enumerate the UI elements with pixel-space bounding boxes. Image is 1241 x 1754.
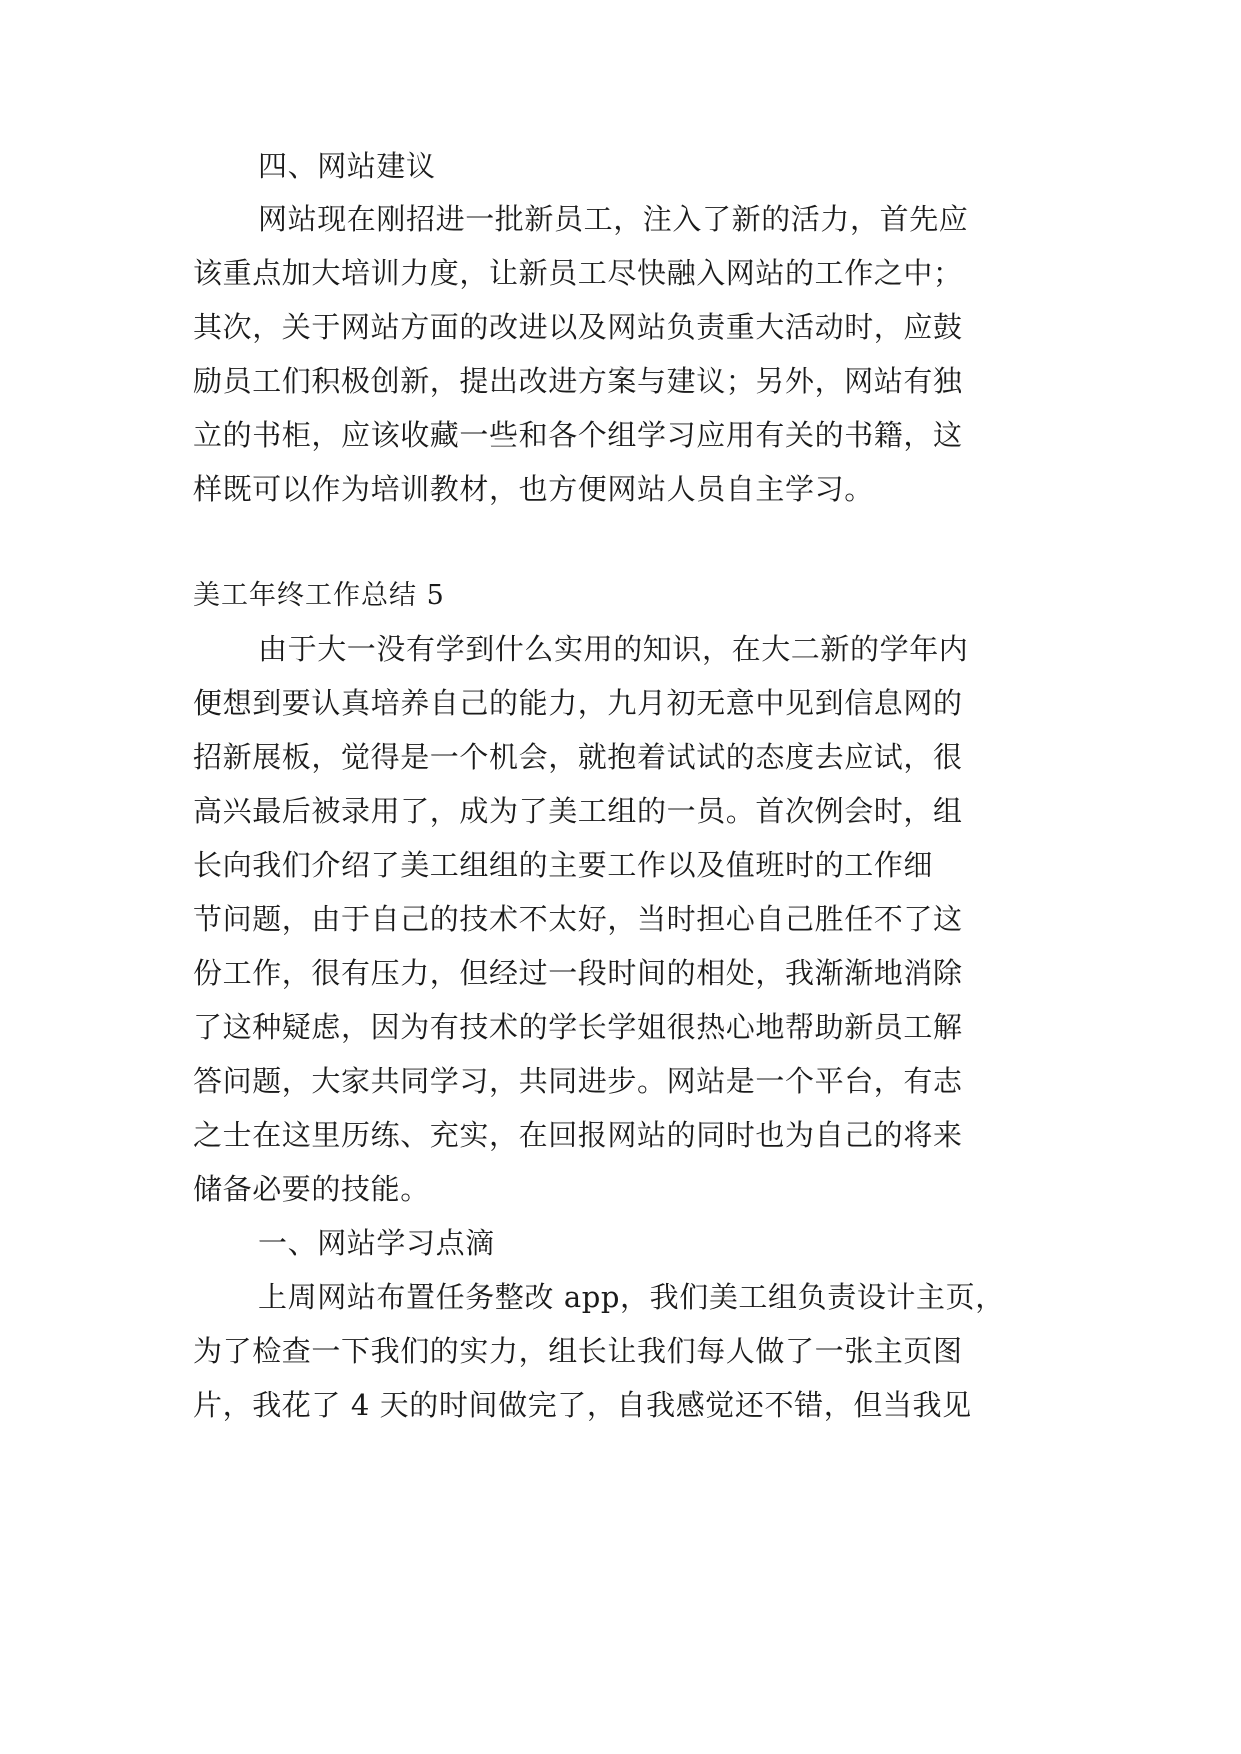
paragraph-line: 节问题，由于自己的技术不太好，当时担心自己胜任不了这	[193, 902, 963, 936]
section-subheading: 一、网站学习点滴	[258, 1226, 495, 1260]
paragraph-line: 高兴最后被录用了，成为了美工组的一员。首次例会时，组	[193, 794, 963, 828]
paragraph-line: 答问题，大家共同学习，共同进步。网站是一个平台，有志	[193, 1064, 963, 1098]
paragraph-line: 之士在这里历练、充实，在回报网站的同时也为自己的将来	[193, 1118, 963, 1152]
paragraph-line: 立的书柜，应该收藏一些和各个组学习应用有关的书籍，这	[193, 418, 963, 452]
paragraph-line: 为了检查一下我们的实力，组长让我们每人做了一张主页图	[193, 1334, 963, 1368]
paragraph-line: 长向我们介绍了美工组组的主要工作以及值班时的工作细	[193, 848, 934, 882]
section-heading: 四、网站建议	[258, 149, 436, 183]
paragraph-line: 便想到要认真培养自己的能力，九月初无意中见到信息网的	[193, 686, 963, 720]
paragraph-line: 由于大一没有学到什么实用的知识，在大二新的学年内	[258, 632, 969, 666]
paragraph-line: 份工作，很有压力，但经过一段时间的相处，我渐渐地消除	[193, 956, 963, 990]
paragraph-line: 储备必要的技能。	[193, 1172, 430, 1206]
paragraph-line: 网站现在刚招进一批新员工，注入了新的活力，首先应	[258, 202, 969, 236]
paragraph-line: 片，我花了 4 天的时间做完了，自我感觉还不错，但当我见	[193, 1388, 972, 1422]
paragraph-line: 样既可以作为培训教材，也方便网站人员自主学习。	[193, 472, 874, 506]
article-title: 美工年终工作总结 5	[193, 580, 445, 611]
paragraph-line: 该重点加大培训力度，让新员工尽快融入网站的工作之中；	[193, 256, 963, 290]
paragraph-line: 励员工们积极创新，提出改进方案与建议；另外，网站有独	[193, 364, 963, 398]
paragraph-line: 了这种疑虑，因为有技术的学长学姐很热心地帮助新员工解	[193, 1010, 963, 1044]
paragraph-line: 其次，关于网站方面的改进以及网站负责重大活动时，应鼓	[193, 310, 963, 344]
paragraph-line: 上周网站布置任务整改 app，我们美工组负责设计主页，	[258, 1280, 1005, 1314]
paragraph-line: 招新展板，觉得是一个机会，就抱着试试的态度去应试，很	[193, 740, 963, 774]
